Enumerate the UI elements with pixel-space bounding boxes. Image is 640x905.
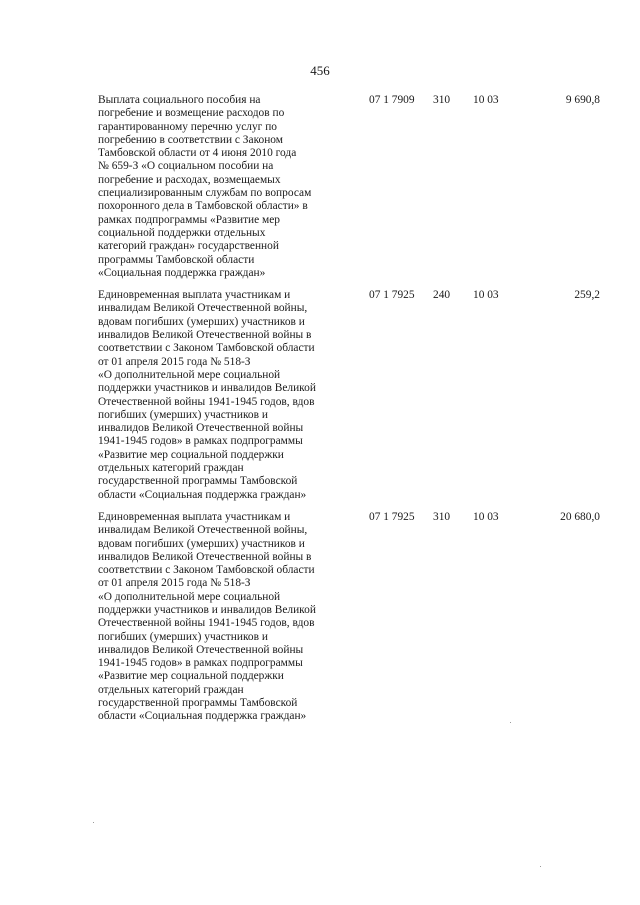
row-section: 10 03: [473, 289, 499, 302]
scan-speck: [93, 822, 94, 823]
row-expense-type: 310: [433, 510, 451, 523]
budget-table: [0, 94, 640, 733]
scan-speck: [540, 866, 541, 867]
row-description: Единовременная выплата участникам и инвалидам Великой Отечественной войны, вдовам погибших (умерших) участников и инвалидов Великой Отечественной войны в соответствии с Законом Тамбовской области от 01 апреля 2015 года № 518-З «О дополнительной мере социальной поддержки участников и инвалидов Великой Отечественной войны 1941-1945 годов, вдов погибших (умерших) участников и инвалидов Великой Отечественной войны 1941-1945 годов» в рамках подпрограммы «Развитие мер социальной поддержки отдельных категорий граждан государственной программы Тамбовской области «Социальная поддержка граждан»: [98, 510, 316, 723]
row-expense-type: 310: [433, 94, 451, 106]
table-row: [0, 289, 640, 502]
row-section: 10 03: [473, 94, 499, 106]
row-target-code: 07 1 7925: [369, 289, 415, 302]
row-section: 10 03: [473, 510, 499, 523]
table-row: [0, 511, 640, 724]
table-row: [0, 94, 640, 280]
row-amount: 9 690,8: [565, 94, 600, 106]
row-description: Выплата социального пособия на погребение и возмещение расходов по гарантированному перечню услуг по погребению в соответствии с Законом Тамбовской области от 4 июня 2010 года № 659-З «О социальном пособии на погребение и расходах, возмещаемых специализированным службам по вопросам похоронного дела в Тамбовской области» в рамках подпрограммы «Развитие мер социальной поддержки отдельных категорий граждан» государственной программы Тамбовской области «Социальная поддержка граждан»: [98, 94, 312, 279]
row-description: Единовременная выплата участникам и инвалидам Великой Отечественной войны, вдовам погибших (умерших) участников и инвалидов Великой Отечественной войны в соответствии с Законом Тамбовской области от 01 апреля 2015 года № 518-З «О дополнительной мере социальной поддержки участников и инвалидов Великой Отечественной войны 1941-1945 годов, вдов погибших (умерших) участников и инвалидов Великой Отечественной войны 1941-1945 годов» в рамках подпрограммы «Развитие мер социальной поддержки отдельных категорий граждан государственной программы Тамбовской области «Социальная поддержка граждан»: [98, 289, 316, 501]
page-number: 456: [310, 63, 330, 78]
row-target-code: 07 1 7909: [369, 94, 415, 106]
row-amount: 259,2: [574, 289, 600, 302]
row-target-code: 07 1 7925: [369, 510, 415, 523]
scan-speck: [510, 722, 511, 723]
row-amount: 20 680,0: [560, 510, 600, 523]
row-expense-type: 240: [433, 289, 451, 302]
